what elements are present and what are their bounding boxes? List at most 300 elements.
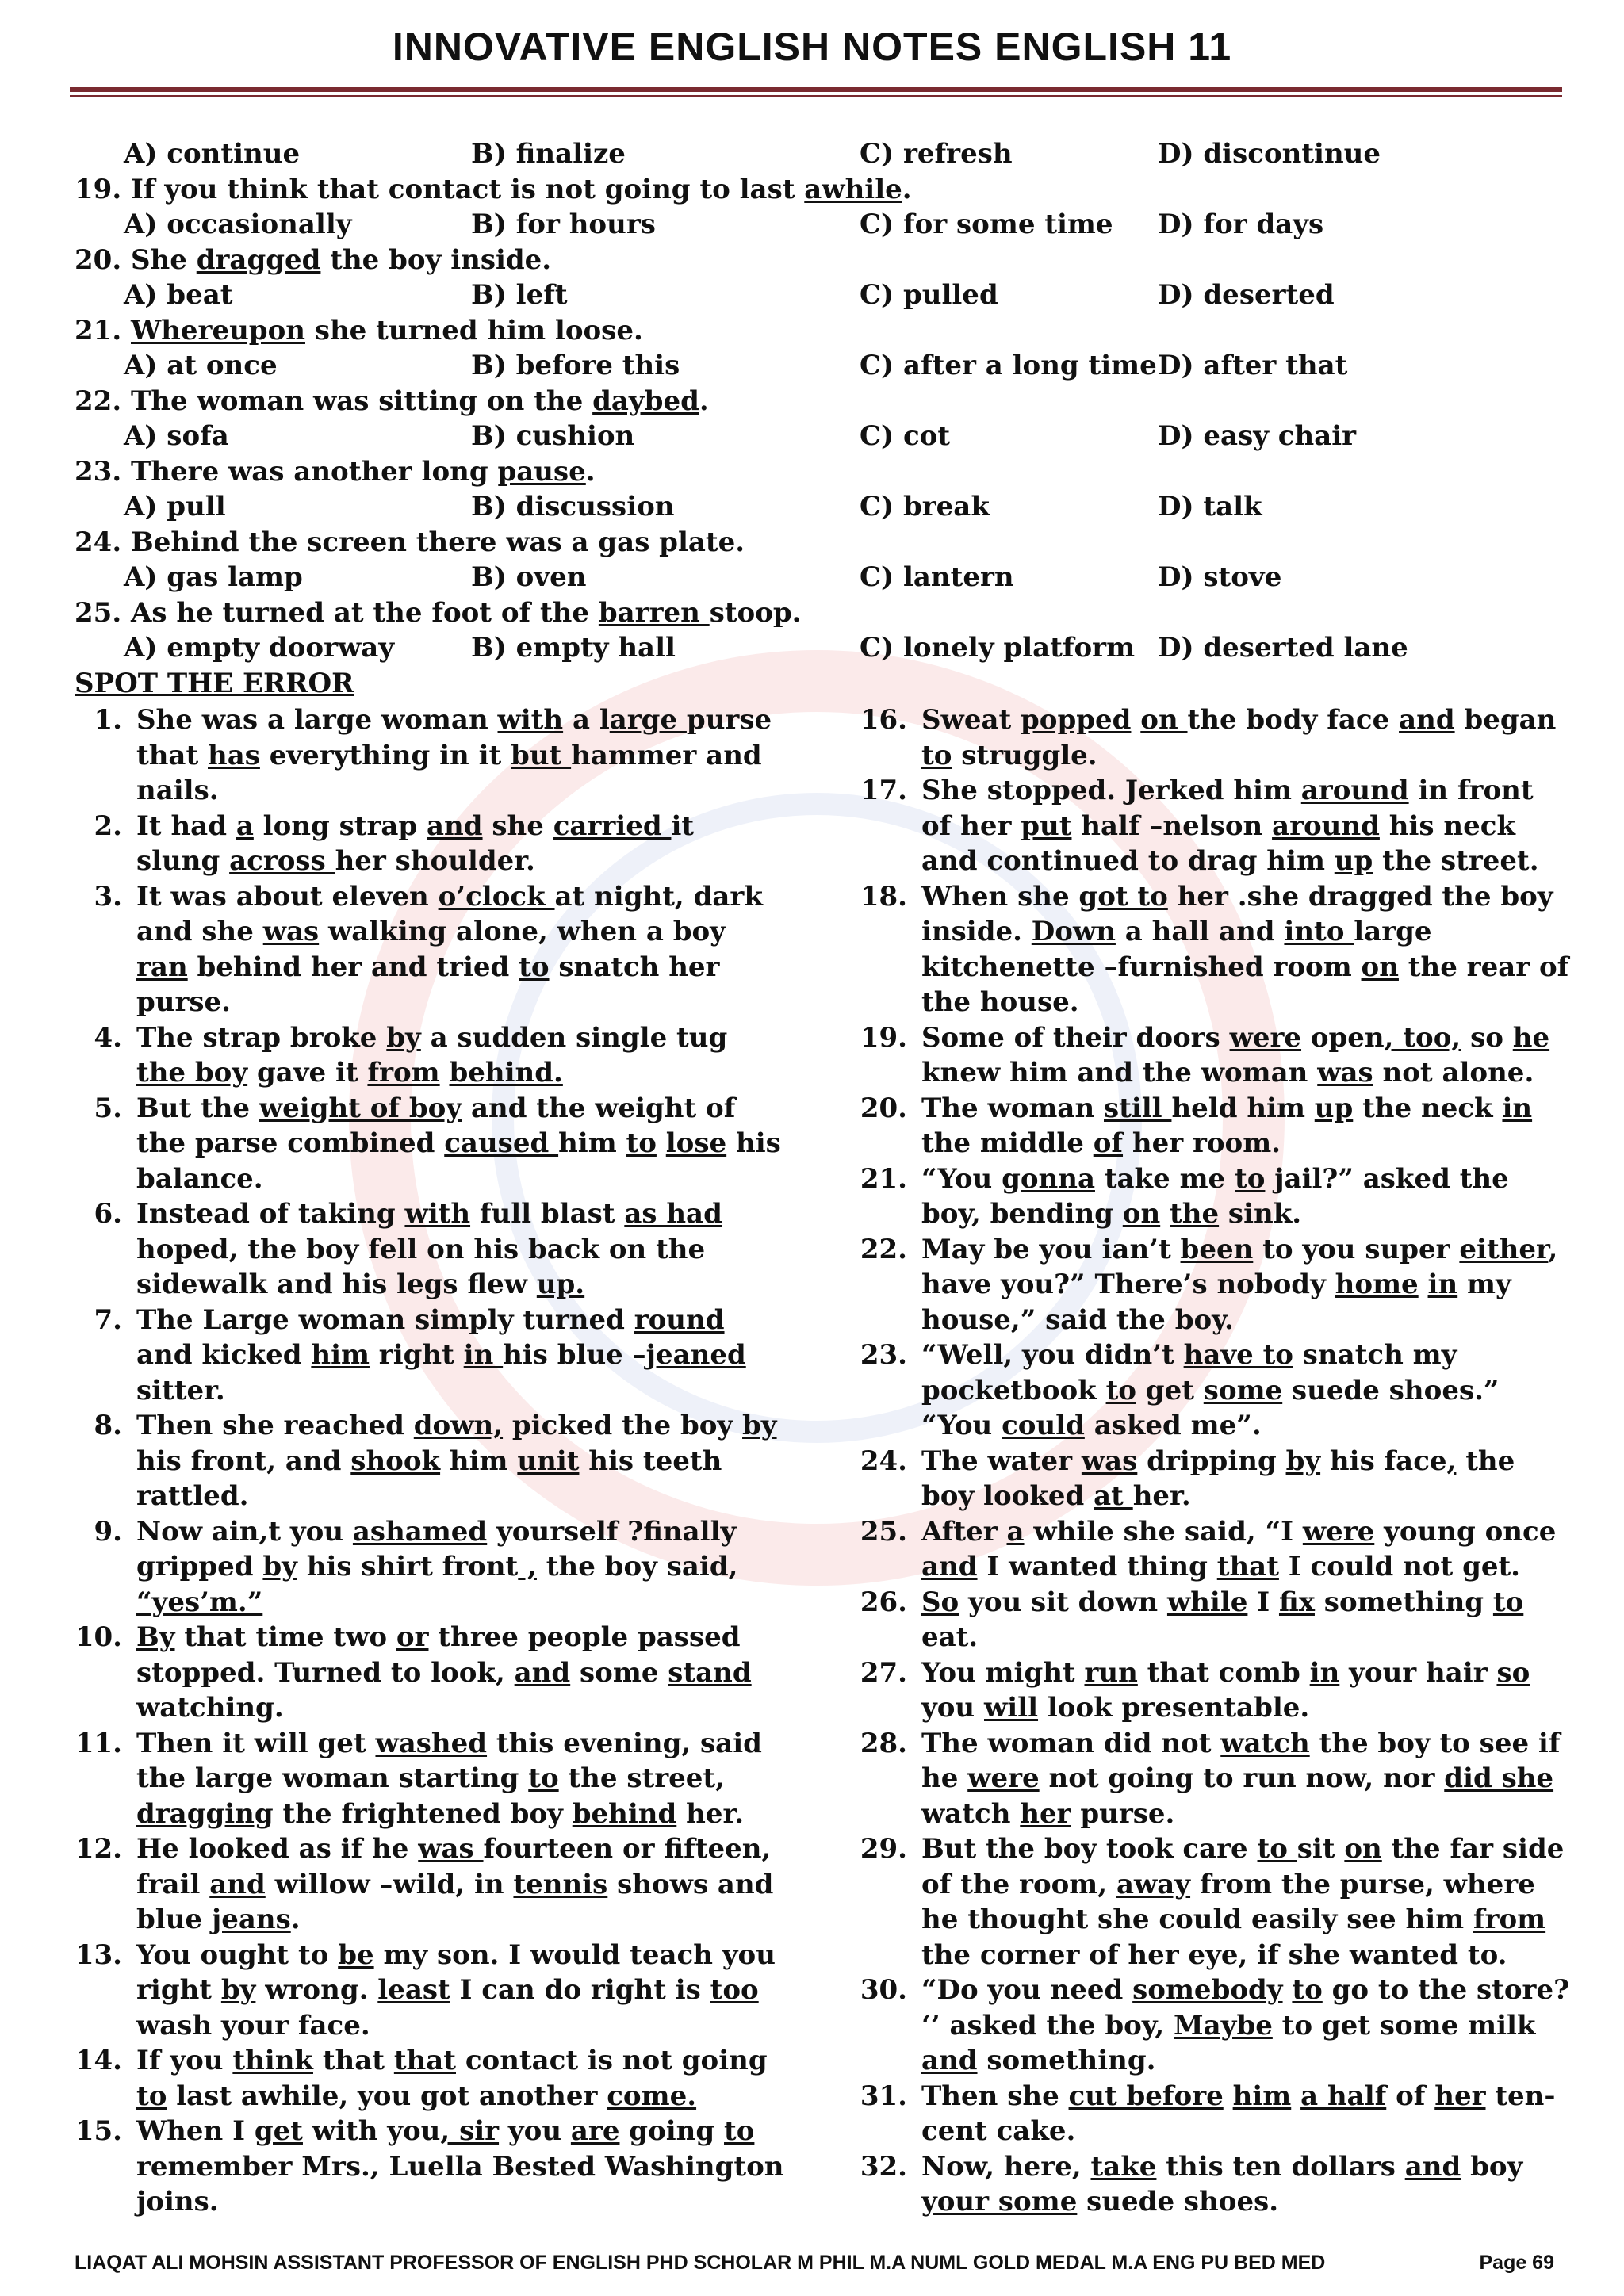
sentence-segment: with you — [302, 2115, 441, 2147]
option-a: A) empty doorway — [124, 632, 395, 664]
mcq-question — [75, 172, 1565, 208]
sentence-segment: Sweat — [921, 704, 1021, 736]
underlined-segment: has — [208, 739, 260, 771]
item-number: 12. — [75, 1833, 122, 1865]
item-number: 24. — [860, 1445, 907, 1477]
question-text: . — [699, 385, 709, 417]
underlined-segment: arge — [609, 704, 687, 736]
underlined-segment: to — [519, 951, 550, 983]
sentence-segment: long strap — [253, 809, 427, 842]
underlined-segment: of — [1093, 1127, 1124, 1159]
sentence-segment: something. — [977, 2045, 1156, 2076]
underlined-segment: while — [1166, 1586, 1248, 1618]
underlined-segment: in — [1502, 1092, 1533, 1124]
sentence-segment: the boy looked — [921, 1445, 1515, 1512]
underlined-segment: with — [404, 1198, 471, 1230]
spot-item — [71, 1196, 785, 1303]
item-number: 11. — [75, 1727, 122, 1759]
sentence-segment: his shirt front — [297, 1551, 519, 1582]
underlined-segment: around — [1300, 775, 1409, 806]
sentence-segment: eat. — [921, 1621, 979, 1653]
sentence-segment: look presentable. — [1038, 1692, 1310, 1724]
mcq-question-list — [75, 172, 1565, 666]
sentence-segment: while she said, “I — [1024, 1515, 1303, 1548]
underlined-segment: to — [1235, 1162, 1266, 1195]
question-number: 25. — [75, 596, 122, 629]
sentence-segment: The Large woman simply turned — [136, 1303, 634, 1336]
underlined-segment: her — [1434, 2080, 1486, 2112]
sentence-segment: half –nelson — [1071, 809, 1273, 842]
underlined-segment: in — [1309, 1656, 1340, 1689]
sentence-segment — [1291, 2080, 1300, 2112]
option-c: C) cot — [860, 420, 951, 452]
option-c: C) after a long time — [860, 350, 1157, 381]
sentence-segment: walking alone, when a boy — [319, 916, 726, 947]
option-a: A) gas lamp — [124, 561, 303, 593]
underlined-segment: somebody — [1132, 1974, 1283, 2006]
underlined-segment: , sir — [440, 2115, 500, 2147]
sentence-segment: struggle. — [952, 739, 1097, 771]
question-text: the boy inside. — [320, 243, 552, 276]
sentence-segment: a hall and — [1115, 916, 1285, 947]
sentence-segment: boy — [1461, 2150, 1523, 2183]
sentence-segment: sitter. — [136, 1374, 225, 1406]
sentence-segment: you — [921, 1692, 984, 1724]
mcq-question — [75, 454, 1565, 490]
sentence-segment: But the — [136, 1092, 259, 1124]
spot-item — [71, 1938, 785, 2044]
question-number: 21. — [75, 314, 122, 346]
option-a: A) pull — [124, 491, 226, 522]
item-number: 2. — [94, 809, 122, 842]
question-text: If you think that contact is not going to last — [131, 173, 805, 205]
underlined-segment: round — [634, 1303, 725, 1336]
underlined-segment: fix — [1278, 1586, 1315, 1618]
underlined-segment: to — [528, 1762, 559, 1794]
underlined-segment: on — [1122, 1198, 1161, 1230]
sentence-segment: . — [290, 1904, 301, 1935]
underlined-segment: her — [1020, 1797, 1071, 1830]
options-row — [75, 630, 1565, 666]
spot-item — [71, 2043, 785, 2114]
underlined-segment: so — [1496, 1656, 1530, 1689]
sentence-segment: May be you ian’t — [921, 1233, 1181, 1265]
option-b: B) before this — [471, 350, 680, 381]
underlined-segment: was — [1081, 1445, 1138, 1477]
underlined-segment: ran — [136, 951, 188, 983]
option-d: D) deserted — [1158, 279, 1335, 311]
underlined-segment: on — [1344, 1833, 1382, 1865]
sentence-segment: of — [1386, 2080, 1435, 2112]
sentence-segment: her room. — [1123, 1127, 1281, 1159]
sentence-segment: something — [1314, 1586, 1493, 1618]
mcq-question — [75, 525, 1565, 561]
underlined-segment: jeans — [211, 1904, 291, 1935]
options-row — [75, 207, 1565, 243]
sentence-segment: open — [1301, 1021, 1385, 1054]
underlined-segment: home — [1335, 1269, 1419, 1300]
underlined-segment: behind. — [449, 1057, 563, 1089]
underlined-segment: he — [1512, 1021, 1550, 1054]
underlined-segment: to — [1105, 1374, 1136, 1406]
underlined-segment: the — [1170, 1198, 1220, 1230]
underlined-segment: too — [710, 1974, 759, 2006]
sentence-segment: When she — [921, 880, 1079, 913]
underlined-segment: was — [262, 916, 320, 947]
question-text: . — [902, 173, 912, 205]
sentence-segment: the rear of the house. — [921, 951, 1569, 1018]
sentence-segment: that time two — [174, 1621, 396, 1653]
mcq-question — [75, 595, 1565, 631]
page-number: Page 69 — [1479, 2252, 1554, 2274]
sentence-segment: the body face — [1187, 704, 1400, 736]
sentence-segment: You ought to — [136, 1938, 339, 1971]
spot-item — [856, 2149, 1570, 2220]
question-number: 23. — [75, 455, 122, 488]
underlined-segment: in — [463, 1339, 504, 1371]
underlined-word: Whereupon — [131, 314, 305, 346]
option-b: B) empty hall — [471, 632, 676, 664]
underlined-segment: watch — [1220, 1727, 1310, 1759]
sentence-segment: going — [619, 2115, 725, 2147]
sentence-segment: not alone. — [1373, 1057, 1534, 1089]
sentence-segment: everything in it — [259, 739, 511, 771]
sentence-segment: the boy said, — [536, 1551, 738, 1582]
footer-author: LIAQAT ALI MOHSIN ASSISTANT PROFESSOR OF ENGLISH PHD SCHOLAR M PHIL M.A NUML GOLD MEDAL M.A ENG PU BED MED — [75, 2252, 1326, 2274]
underlined-segment: to — [1492, 1586, 1524, 1618]
underlined-word: daybed — [592, 385, 699, 417]
sentence-segment: I can do right is — [450, 1974, 710, 2006]
sentence-segment: from the purse, where he thought she could easily see him — [921, 1868, 1535, 1935]
sentence-segment — [1283, 1974, 1293, 2006]
item-number: 28. — [860, 1727, 907, 1759]
sentence-segment: When I — [136, 2115, 255, 2147]
sentence-segment: , have you?” There’s nobody — [921, 1233, 1558, 1300]
underlined-segment: did she — [1444, 1762, 1554, 1794]
sentence-segment: the street. — [1373, 845, 1539, 877]
sentence-segment: the boy to see if he — [921, 1727, 1561, 1794]
sentence-segment: that — [312, 2045, 394, 2076]
option-a: A) at once — [124, 350, 278, 381]
option-d: D) talk — [1158, 491, 1262, 522]
sentence-segment: large kitchenette –furnished room — [921, 916, 1432, 983]
question-text: As he turned at the foot of the — [131, 596, 599, 629]
option-d: D) discontinue — [1158, 138, 1381, 170]
sentence-segment: “You — [921, 1162, 1002, 1195]
sentence-segment: the middle — [921, 1127, 1094, 1159]
underlined-segment: as had — [624, 1198, 722, 1230]
underlined-segment: get — [254, 2115, 303, 2147]
item-number: 26. — [860, 1586, 907, 1618]
underlined-segment: gonna — [1002, 1162, 1095, 1195]
sentence-segment: this ten dollars — [1156, 2150, 1405, 2183]
underlined-segment: think — [232, 2045, 313, 2076]
underlined-segment: to — [1292, 1974, 1323, 2006]
underlined-segment: or — [396, 1621, 429, 1653]
item-number: 13. — [75, 1938, 122, 1971]
options-row — [75, 419, 1565, 454]
underlined-word: awhile — [804, 173, 902, 205]
sentence-segment: The strap broke — [136, 1021, 387, 1054]
sentence-segment: take me — [1094, 1162, 1235, 1195]
spot-item — [71, 1514, 785, 1621]
spot-item — [71, 1091, 785, 1197]
item-number: 27. — [860, 1656, 907, 1689]
sentence-segment: and the weight of the parse combined — [136, 1092, 736, 1159]
underlined-segment: on — [1361, 951, 1399, 983]
spot-item — [71, 1303, 785, 1409]
underlined-segment: washed — [375, 1727, 488, 1759]
underlined-segment: were — [1302, 1515, 1375, 1548]
sentence-segment: dripping — [1137, 1445, 1286, 1477]
item-number: 23. — [860, 1339, 907, 1371]
sentence-segment: her shoulder. — [335, 845, 535, 877]
underlined-segment: still — [1104, 1092, 1172, 1124]
sentence-segment: you sit down — [959, 1586, 1167, 1618]
sentence-segment: The water — [921, 1445, 1082, 1477]
item-number: 7. — [94, 1303, 122, 1336]
sentence-segment: not going to run now, nor — [1039, 1762, 1445, 1794]
sentence-segment: young once — [1374, 1515, 1557, 1548]
option-d: D) stove — [1158, 561, 1282, 593]
sentence-segment: it slung — [136, 809, 695, 877]
underlined-segment: up — [1314, 1092, 1354, 1124]
item-number: 5. — [94, 1092, 122, 1124]
mcq-question — [75, 384, 1565, 419]
sentence-segment: knew him and the woman — [921, 1057, 1318, 1089]
item-number: 20. — [860, 1092, 907, 1124]
underlined-segment: with — [497, 704, 564, 736]
underlined-segment: been — [1180, 1233, 1254, 1265]
sentence-segment: fourteen or fifteen, frail — [136, 1833, 772, 1900]
underlined-segment: caused — [444, 1127, 559, 1159]
sentence-segment: sink. — [1219, 1198, 1302, 1230]
underlined-segment: a — [1006, 1515, 1025, 1548]
question-number: 20. — [75, 243, 122, 276]
sentence-segment: your hair — [1339, 1656, 1497, 1689]
underlined-segment: in — [1427, 1269, 1458, 1300]
sentence-segment: remember Mrs., Luella Bested Washington joins. — [136, 2150, 784, 2218]
sentence-segment: the far side of the room, — [921, 1833, 1565, 1900]
underlined-segment: around — [1272, 809, 1380, 842]
item-number: 29. — [860, 1833, 907, 1865]
sentence-segment: my house,” said the boy. — [921, 1269, 1511, 1336]
underlined-segment: a — [236, 809, 254, 842]
underlined-segment: and — [1399, 704, 1455, 736]
spot-item — [856, 1514, 1570, 1585]
underlined-segment: were — [1229, 1021, 1302, 1054]
sentence-segment: The woman — [921, 1092, 1104, 1124]
sentence-segment: It was about eleven — [136, 880, 439, 913]
option-a: A) continue — [124, 138, 301, 170]
options-row — [75, 348, 1565, 384]
sentence-segment: sit — [1297, 1833, 1345, 1865]
sentence-segment: the corner of her eye, if she wanted to. — [921, 1938, 1507, 1971]
underlined-segment: the boy — [136, 1057, 248, 1089]
question-text: The woman was sitting on the — [131, 385, 593, 417]
underlined-segment: Maybe — [1174, 2009, 1273, 2042]
sentence-segment: behind her and tried — [187, 951, 519, 983]
underlined-segment: to — [921, 739, 952, 771]
sentence-segment: You might — [921, 1656, 1085, 1689]
sentence-segment: I wanted thing — [977, 1551, 1217, 1582]
underlined-segment: least — [377, 1974, 450, 2006]
sentence-segment: three people passed stopped. Turned to look, — [136, 1621, 741, 1689]
option-a: A) sofa — [124, 420, 229, 452]
underlined-segment: and — [209, 1868, 266, 1900]
option-c: C) refresh — [860, 138, 1013, 170]
sentence-segment: contact is not going — [456, 2045, 768, 2076]
sentence-segment: her. — [1132, 1480, 1191, 1512]
options-row — [75, 489, 1565, 525]
option-d: D) easy chair — [1158, 420, 1357, 452]
sentence-segment: she — [482, 809, 553, 842]
sentence-segment: his teeth rattled. — [136, 1445, 722, 1512]
spot-item — [856, 1337, 1570, 1444]
underlined-segment: have to — [1183, 1339, 1293, 1371]
mcq-section — [75, 136, 1565, 701]
sentence-segment: the neck — [1353, 1092, 1503, 1124]
option-d: D) deserted lane — [1158, 632, 1408, 664]
question-number: 22. — [75, 385, 122, 417]
spot-item — [856, 1726, 1570, 1832]
question-text: Behind the screen there was a gas plate. — [131, 526, 745, 558]
underlined-segment: and — [921, 2045, 978, 2076]
sentence-segment: picked the boy — [503, 1410, 743, 1441]
header-rule — [70, 87, 1562, 92]
option-d: D) for days — [1158, 209, 1324, 240]
sentence-segment: last awhile, you got another — [167, 2080, 607, 2112]
sentence-segment: my son. I would teach you right — [136, 1938, 776, 2006]
underlined-segment: by — [742, 1410, 777, 1441]
option-c: C) lantern — [860, 561, 1014, 593]
spot-item — [71, 809, 785, 879]
option-d: D) after that — [1158, 350, 1348, 381]
spot-item — [71, 2114, 785, 2220]
sentence-segment: held him — [1171, 1092, 1315, 1124]
underlined-segment: down, — [413, 1410, 504, 1441]
question-text: There was another long — [131, 455, 498, 488]
item-number: 6. — [94, 1198, 122, 1230]
underlined-segment: and — [514, 1656, 571, 1689]
sentence-segment: and kicked — [136, 1339, 312, 1371]
sentence-segment: him — [440, 1445, 518, 1477]
item-number: 22. — [860, 1233, 907, 1265]
question-text: She — [131, 243, 197, 276]
sentence-segment: his face — [1320, 1445, 1447, 1477]
item-number: 31. — [860, 2080, 907, 2112]
option-b: B) discussion — [471, 491, 675, 522]
option-b: B) finalize — [471, 138, 626, 170]
underlined-segment: , too, — [1384, 1021, 1461, 1054]
sentence-segment: suede shoes.” “You — [921, 1374, 1500, 1441]
spot-item — [71, 702, 785, 809]
sentence-segment: this evening, said the large woman starting — [136, 1727, 762, 1794]
sentence-segment: a sudden single tug — [420, 1021, 728, 1054]
question-text: . — [585, 455, 596, 488]
underlined-segment: from — [1473, 1904, 1546, 1935]
sentence-segment: to get some milk — [1272, 2009, 1536, 2042]
sentence-segment: Then she reached — [136, 1410, 414, 1441]
underlined-segment: stand — [668, 1656, 752, 1689]
item-number: 19. — [860, 1021, 907, 1054]
sentence-segment: a l — [563, 704, 610, 736]
underlined-segment: to — [1257, 1833, 1297, 1865]
underlined-segment: shook — [350, 1445, 441, 1477]
underlined-segment: but — [511, 739, 572, 771]
underlined-segment: was — [1317, 1057, 1373, 1089]
mcq-question — [75, 243, 1565, 278]
item-number: 10. — [75, 1621, 122, 1653]
sentence-segment: him — [558, 1127, 626, 1159]
item-number: 18. — [860, 880, 907, 913]
question-text: she turned him loose. — [304, 314, 643, 346]
underlined-segment: that — [393, 2045, 456, 2076]
underlined-segment: him — [311, 1339, 370, 1371]
underlined-segment: “yes’m.” — [136, 1586, 263, 1618]
sentence-segment: you — [499, 2115, 571, 2147]
sentence-segment: the street, — [558, 1762, 725, 1794]
sentence-segment — [1224, 2080, 1233, 2112]
underlined-segment: across — [229, 845, 335, 877]
underlined-segment: , — [1446, 1445, 1457, 1477]
sentence-segment: asked me”. — [1084, 1410, 1262, 1441]
underlined-word: pause — [497, 455, 586, 488]
sentence-segment: the frightened boy — [273, 1797, 573, 1830]
sentence-segment — [1131, 704, 1140, 736]
spot-item — [856, 1973, 1570, 2079]
underlined-segment: put — [1021, 809, 1072, 842]
option-c: C) lonely platform — [860, 632, 1136, 664]
sentence-segment: gave it — [247, 1057, 368, 1089]
underlined-segment: up — [1334, 845, 1373, 877]
header-rule-thin — [70, 95, 1562, 97]
spot-the-error-heading: SPOT THE ERROR — [75, 667, 354, 699]
underlined-segment: run — [1084, 1656, 1138, 1689]
sentence-segment: She stopped. Jerked him — [921, 775, 1301, 806]
option-c: C) for some time — [860, 209, 1113, 240]
underlined-segment: Down — [1031, 916, 1116, 947]
option-a: A) beat — [124, 279, 233, 311]
item-number: 16. — [860, 704, 907, 736]
sentence-segment: He looked as if he — [136, 1833, 419, 1865]
spot-item — [856, 1444, 1570, 1514]
sentence-segment: “Well, you didn’t — [921, 1339, 1184, 1371]
options-row — [75, 277, 1565, 313]
sentence-segment: to you super — [1253, 1233, 1460, 1265]
underlined-segment: by — [386, 1021, 421, 1054]
sentence-segment: purse that — [136, 704, 772, 771]
underlined-word: dragged — [196, 243, 321, 276]
sentence-segment: Then it will get — [136, 1727, 376, 1759]
sentence-segment: Then she — [921, 2080, 1069, 2112]
underlined-segment: So — [921, 1586, 959, 1618]
mcq-question — [75, 313, 1565, 349]
underlined-segment: will — [984, 1692, 1039, 1724]
spot-item — [856, 879, 1570, 1020]
underlined-segment: either — [1459, 1233, 1549, 1265]
sentence-segment: After — [921, 1515, 1007, 1548]
underlined-segment: dragging — [136, 1797, 274, 1830]
option-c: C) pulled — [860, 279, 998, 311]
sentence-segment: yourself ?finally gripped — [136, 1515, 737, 1582]
underlined-segment: and — [921, 1551, 978, 1582]
sentence-segment: hoped, the boy fell on his back on the sidewalk and his legs flew — [136, 1233, 706, 1300]
spot-item — [856, 773, 1570, 879]
sentence-segment: Now, here, — [921, 2150, 1091, 2183]
sentence-segment: I could not get. — [1278, 1551, 1521, 1582]
underlined-segment: to — [626, 1127, 657, 1159]
